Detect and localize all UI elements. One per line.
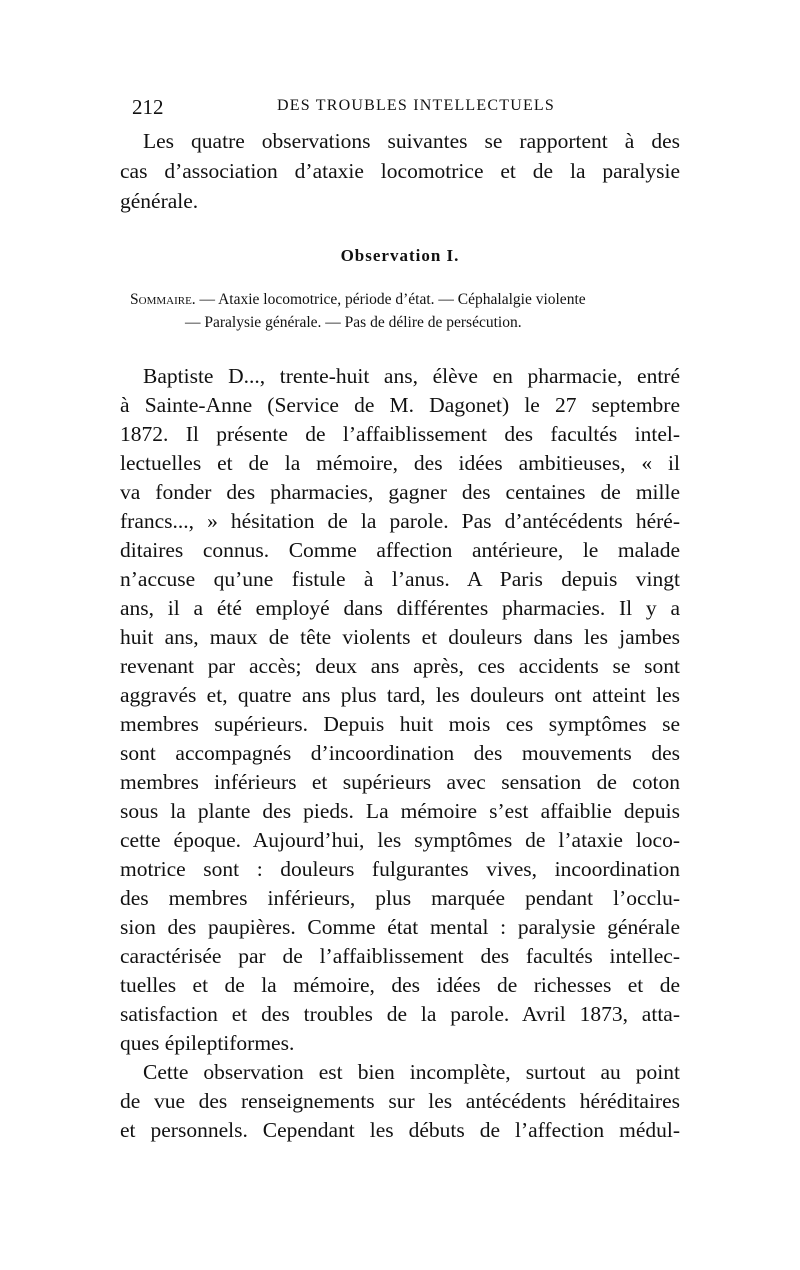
intro-line: Les quatre observations suivantes se rapportent à des	[143, 129, 680, 153]
body-line: des membres inférieurs, plus marquée pendant l’occlu-	[120, 886, 680, 910]
body-line: francs..., » hésitation de la parole. Pas d’antécédents héré-	[120, 509, 680, 533]
body-line: satisfaction et des troubles de la parole. Avril 1873, atta-	[120, 1002, 680, 1026]
closing-line: Cette observation est bien incomplète, surtout au point	[143, 1060, 680, 1084]
closing-line: de vue des renseignements sur les antécédents héréditaires	[120, 1089, 680, 1113]
body-line: huit ans, maux de tête violents et douleurs dans les jambes	[120, 625, 680, 649]
body-line: lectuelles et de la mémoire, des idées ambitieuses, « il	[120, 451, 680, 475]
body-line: motrice sont : douleurs fulgurantes vives, incoordination	[120, 857, 680, 881]
body-line: cette époque. Aujourd’hui, les symptômes de l’ataxie loco-	[120, 828, 680, 852]
body-line: 1872. Il présente de l’affaiblissement des facultés intel-	[120, 422, 680, 446]
body-line: revenant par accès; deux ans après, ces accidents se sont	[120, 654, 680, 678]
running-head	[132, 95, 680, 119]
body-line: n’accuse qu’une fistule à l’anus. A Paris depuis vingt	[120, 567, 680, 591]
running-title: DES TROUBLES INTELLECTUELS	[277, 97, 556, 114]
body-line: membres inférieurs et supérieurs avec sensation de coton	[120, 770, 680, 794]
observation-title: Observation I.	[340, 246, 460, 265]
body-line: sion des paupières. Comme état mental : paralysie générale	[120, 915, 680, 939]
intro-line: cas d’association d’ataxie locomotrice et de la paralysie	[120, 159, 680, 183]
intro-line: générale.	[120, 189, 199, 213]
sommaire-label: Sommaire.	[130, 291, 196, 308]
sommaire-text: — Ataxie locomotrice, période d’état. — Céphalalgie violente	[195, 291, 586, 308]
body-line: Baptiste D..., trente-huit ans, élève en pharmacie, entré	[143, 364, 680, 388]
body-line: aggravés et, quatre ans plus tard, les douleurs ont atteint les	[120, 683, 680, 707]
body-line: à Sainte-Anne (Service de M. Dagonet) le 27 septembre	[120, 393, 680, 417]
sommaire-line	[130, 290, 586, 310]
body-line: sous la plante des pieds. La mémoire s’est affaiblie depuis	[120, 799, 680, 823]
page-number: 212	[132, 95, 164, 119]
body-line: tuelles et de la mémoire, des idées de richesses et de	[120, 973, 680, 997]
closing-line: et personnels. Cependant les débuts de l’affection médul-	[120, 1118, 680, 1142]
body-line: ans, il a été employé dans différentes pharmacies. Il y a	[120, 596, 680, 620]
body-line: caractérisée par de l’affaiblissement des facultés intellec-	[120, 944, 680, 968]
body-line: ditaires connus. Comme affection antérieure, le malade	[120, 538, 680, 562]
sommaire-line: — Paralysie générale. — Pas de délire de persécution.	[185, 314, 522, 331]
body-line: ques épileptiformes.	[120, 1031, 295, 1055]
body-line: membres supérieurs. Depuis huit mois ces symptômes se	[120, 712, 680, 736]
body-line: sont accompagnés d’incoordination des mouvements des	[120, 741, 680, 765]
body-line: va fonder des pharmacies, gagner des centaines de mille	[120, 480, 680, 504]
